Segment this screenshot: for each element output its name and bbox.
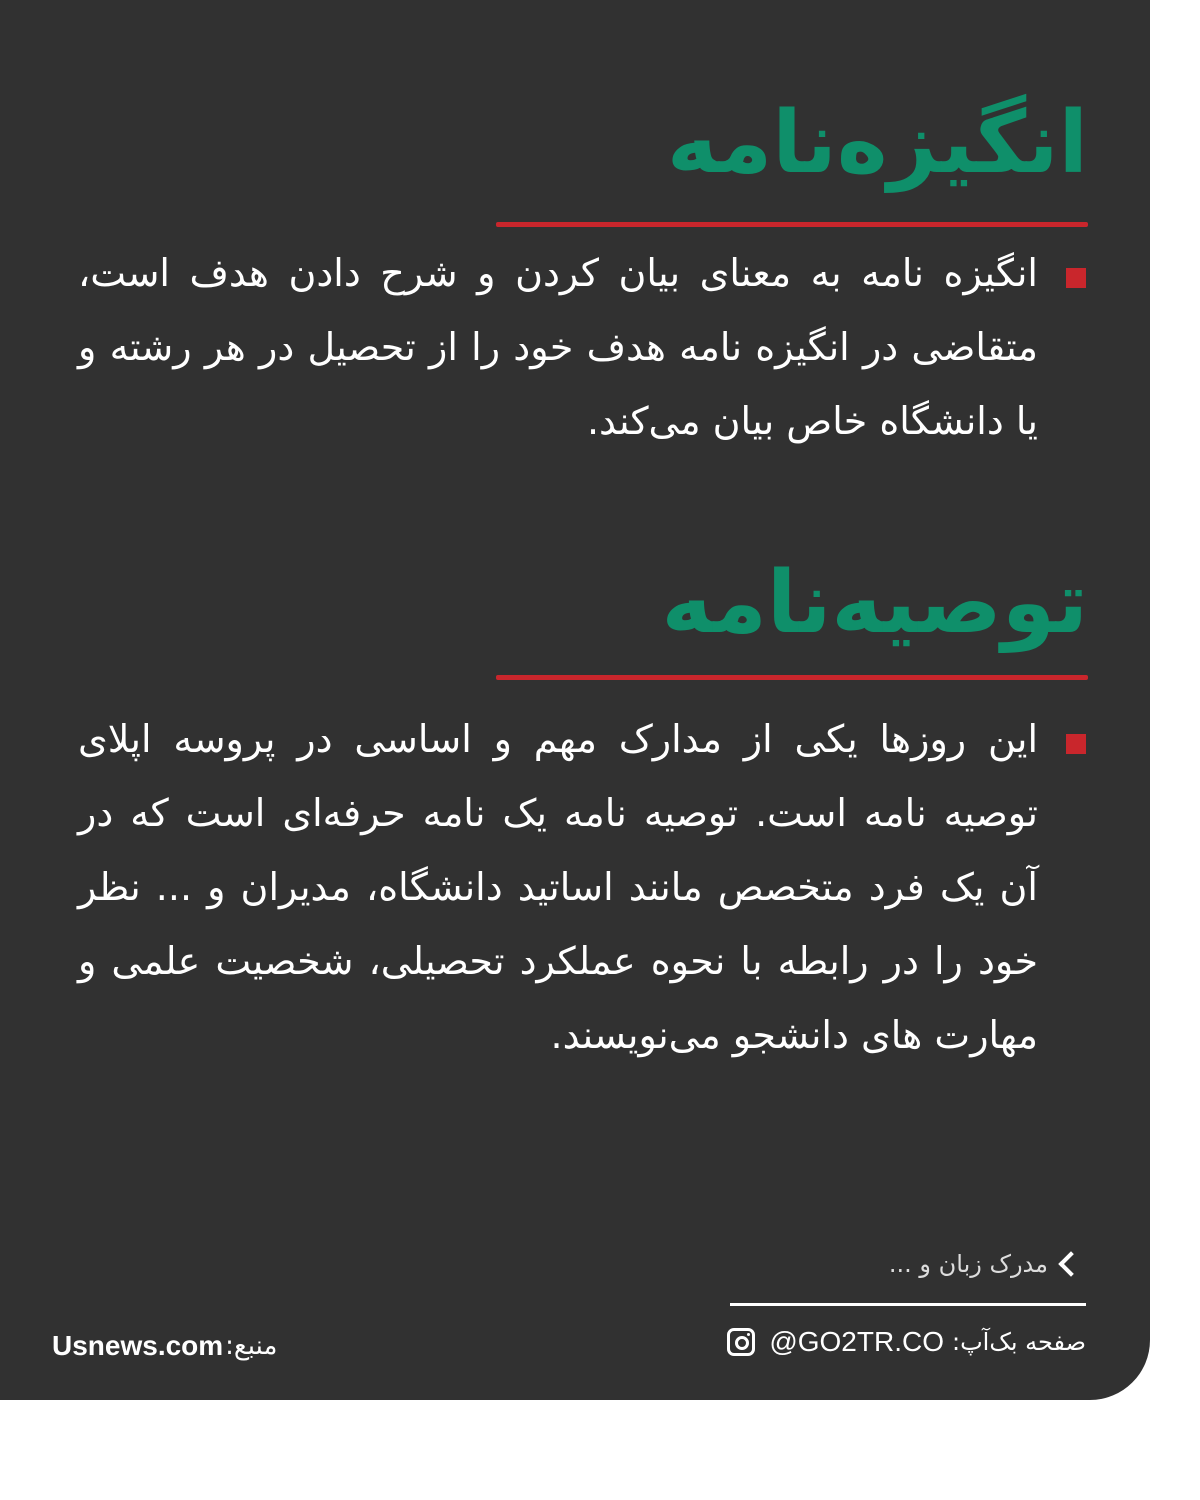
footer-divider — [730, 1303, 1086, 1306]
section-title-recommendation-letter: توصیه‌نامه — [661, 553, 1088, 653]
section-body-motivation-letter: انگیزه نامه به معنای بیان کردن و شرح دادن هدف است، متقاضی در انگیزه نامه هدف خود را از تحصیل در هر رشته و یا دانشگاه خاص بیان می‌کند. — [78, 251, 1038, 443]
instagram-icon — [727, 1328, 755, 1356]
source-url: Usnews.com — [52, 1330, 224, 1361]
next-post-label: مدرک زبان و ... — [888, 1250, 1048, 1278]
source-credit — [52, 1330, 277, 1362]
title-underline — [496, 675, 1088, 680]
instagram-handle: @GO2TR.CO — [769, 1326, 944, 1357]
section-title-motivation-letter: انگیزه‌نامه — [666, 93, 1088, 193]
section-body-recommendation-letter: این روزها یکی از مدارک مهم و اساسی در پروسه اپلای توصیه نامه است. توصیه نامه یک نامه حرفه‌ای است که در آن یک فرد متخصص مانند اساتید دانشگاه، مدیران و ... نظر خود را در رابطه با نحوه عملکرد تحصیلی، شخصیت علمی و مهارت های دانشجو می‌نویسند. — [78, 717, 1038, 1057]
title-underline — [496, 222, 1088, 227]
bullet-square-icon — [1066, 268, 1086, 288]
bullet-square-icon — [1066, 734, 1086, 754]
backup-page-label: صفحه بک‌آپ: — [951, 1328, 1086, 1356]
chevron-right-icon — [1058, 1251, 1083, 1276]
next-post-link[interactable] — [889, 1250, 1086, 1278]
source-label: منبع: — [225, 1331, 278, 1361]
backup-page-handle[interactable] — [727, 1326, 1086, 1358]
